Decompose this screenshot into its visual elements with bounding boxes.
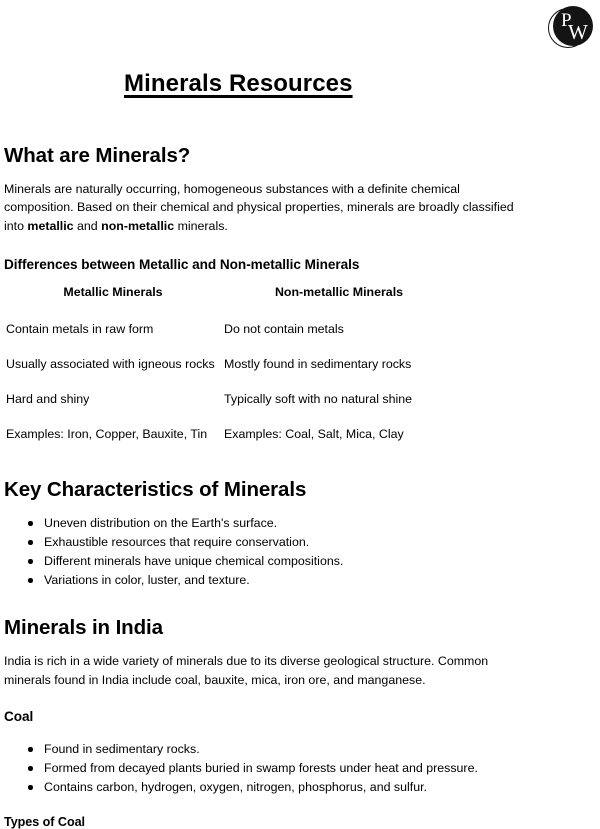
list-item: Contains carbon, hydrogen, oxygen, nitrogen, phosphorus, and sulfur. xyxy=(44,778,590,797)
paragraph-part-3: minerals. xyxy=(174,218,228,233)
list-coal-facts xyxy=(4,740,590,797)
term-metallic: metallic xyxy=(27,218,74,233)
table-cell-non-metallic: Do not contain metals xyxy=(224,322,344,337)
list-item: Variations in color, luster, and texture. xyxy=(44,571,590,590)
table-header-row xyxy=(4,272,456,312)
table-cell-metallic: Contain metals in raw form xyxy=(6,322,154,337)
column-header-metallic: Metallic Minerals xyxy=(63,285,163,300)
list-key-characteristics xyxy=(4,514,590,590)
table-cell-non-metallic: Examples: Coal, Salt, Mica, Clay xyxy=(224,427,404,442)
table-body xyxy=(4,312,456,452)
paragraph-what-are-minerals xyxy=(4,180,514,235)
paragraph-part-1: Minerals are naturally occurring, homogeneous substances with a definite chemical composition. Based on their chemical and physical properties, minerals are broadly classified into xyxy=(4,182,514,233)
list-item: Found in sedimentary rocks. xyxy=(44,740,590,759)
table-row xyxy=(4,417,456,452)
heading-minerals-in-india: Minerals in India xyxy=(4,616,163,640)
list-item: Different minerals have unique chemical compositions. xyxy=(44,552,590,571)
list-item: Formed from decayed plants buried in swamp forests under heat and pressure. xyxy=(44,759,590,778)
list-item: Exhaustible resources that require conservation. xyxy=(44,533,590,552)
logo-letter-p: P xyxy=(561,10,572,31)
heading-differences: Differences between Metallic and Non-metallic Minerals xyxy=(4,257,360,273)
comparison-table xyxy=(4,272,456,452)
paragraph-minerals-in-india: India is rich in a wide variety of minerals due to its diverse geological structure. Common minerals found in India include coal, bauxite, mica, iron ore, and manganese. xyxy=(4,654,489,687)
table-cell-metallic: Usually associated with igneous rocks xyxy=(6,357,215,372)
table-cell-metallic: Hard and shiny xyxy=(6,392,90,407)
heading-types-of-coal: Types of Coal xyxy=(4,815,85,829)
document-body xyxy=(4,144,590,829)
logo-letter-w: W xyxy=(568,20,588,44)
heading-key-characteristics: Key Characteristics of Minerals xyxy=(4,478,307,502)
table-cell-non-metallic: Typically soft with no natural shine xyxy=(224,392,413,407)
page-title: Minerals Resources xyxy=(124,70,353,97)
table-cell-non-metallic: Mostly found in sedimentary rocks xyxy=(224,357,412,372)
column-header-non-metallic: Non-metallic Minerals xyxy=(274,285,404,300)
paragraph-part-2: and xyxy=(73,218,102,233)
table-row xyxy=(4,312,456,347)
table-cell-metallic: Examples: Iron, Copper, Bauxite, Tin xyxy=(6,427,208,442)
table-row xyxy=(4,347,456,382)
heading-what-are-minerals: What are Minerals? xyxy=(4,144,191,167)
list-item: Uneven distribution on the Earth's surface. xyxy=(44,514,590,533)
heading-coal: Coal xyxy=(4,709,34,725)
table-row xyxy=(4,382,456,417)
term-non-metallic: non-metallic xyxy=(101,218,175,233)
pw-logo xyxy=(548,6,594,52)
